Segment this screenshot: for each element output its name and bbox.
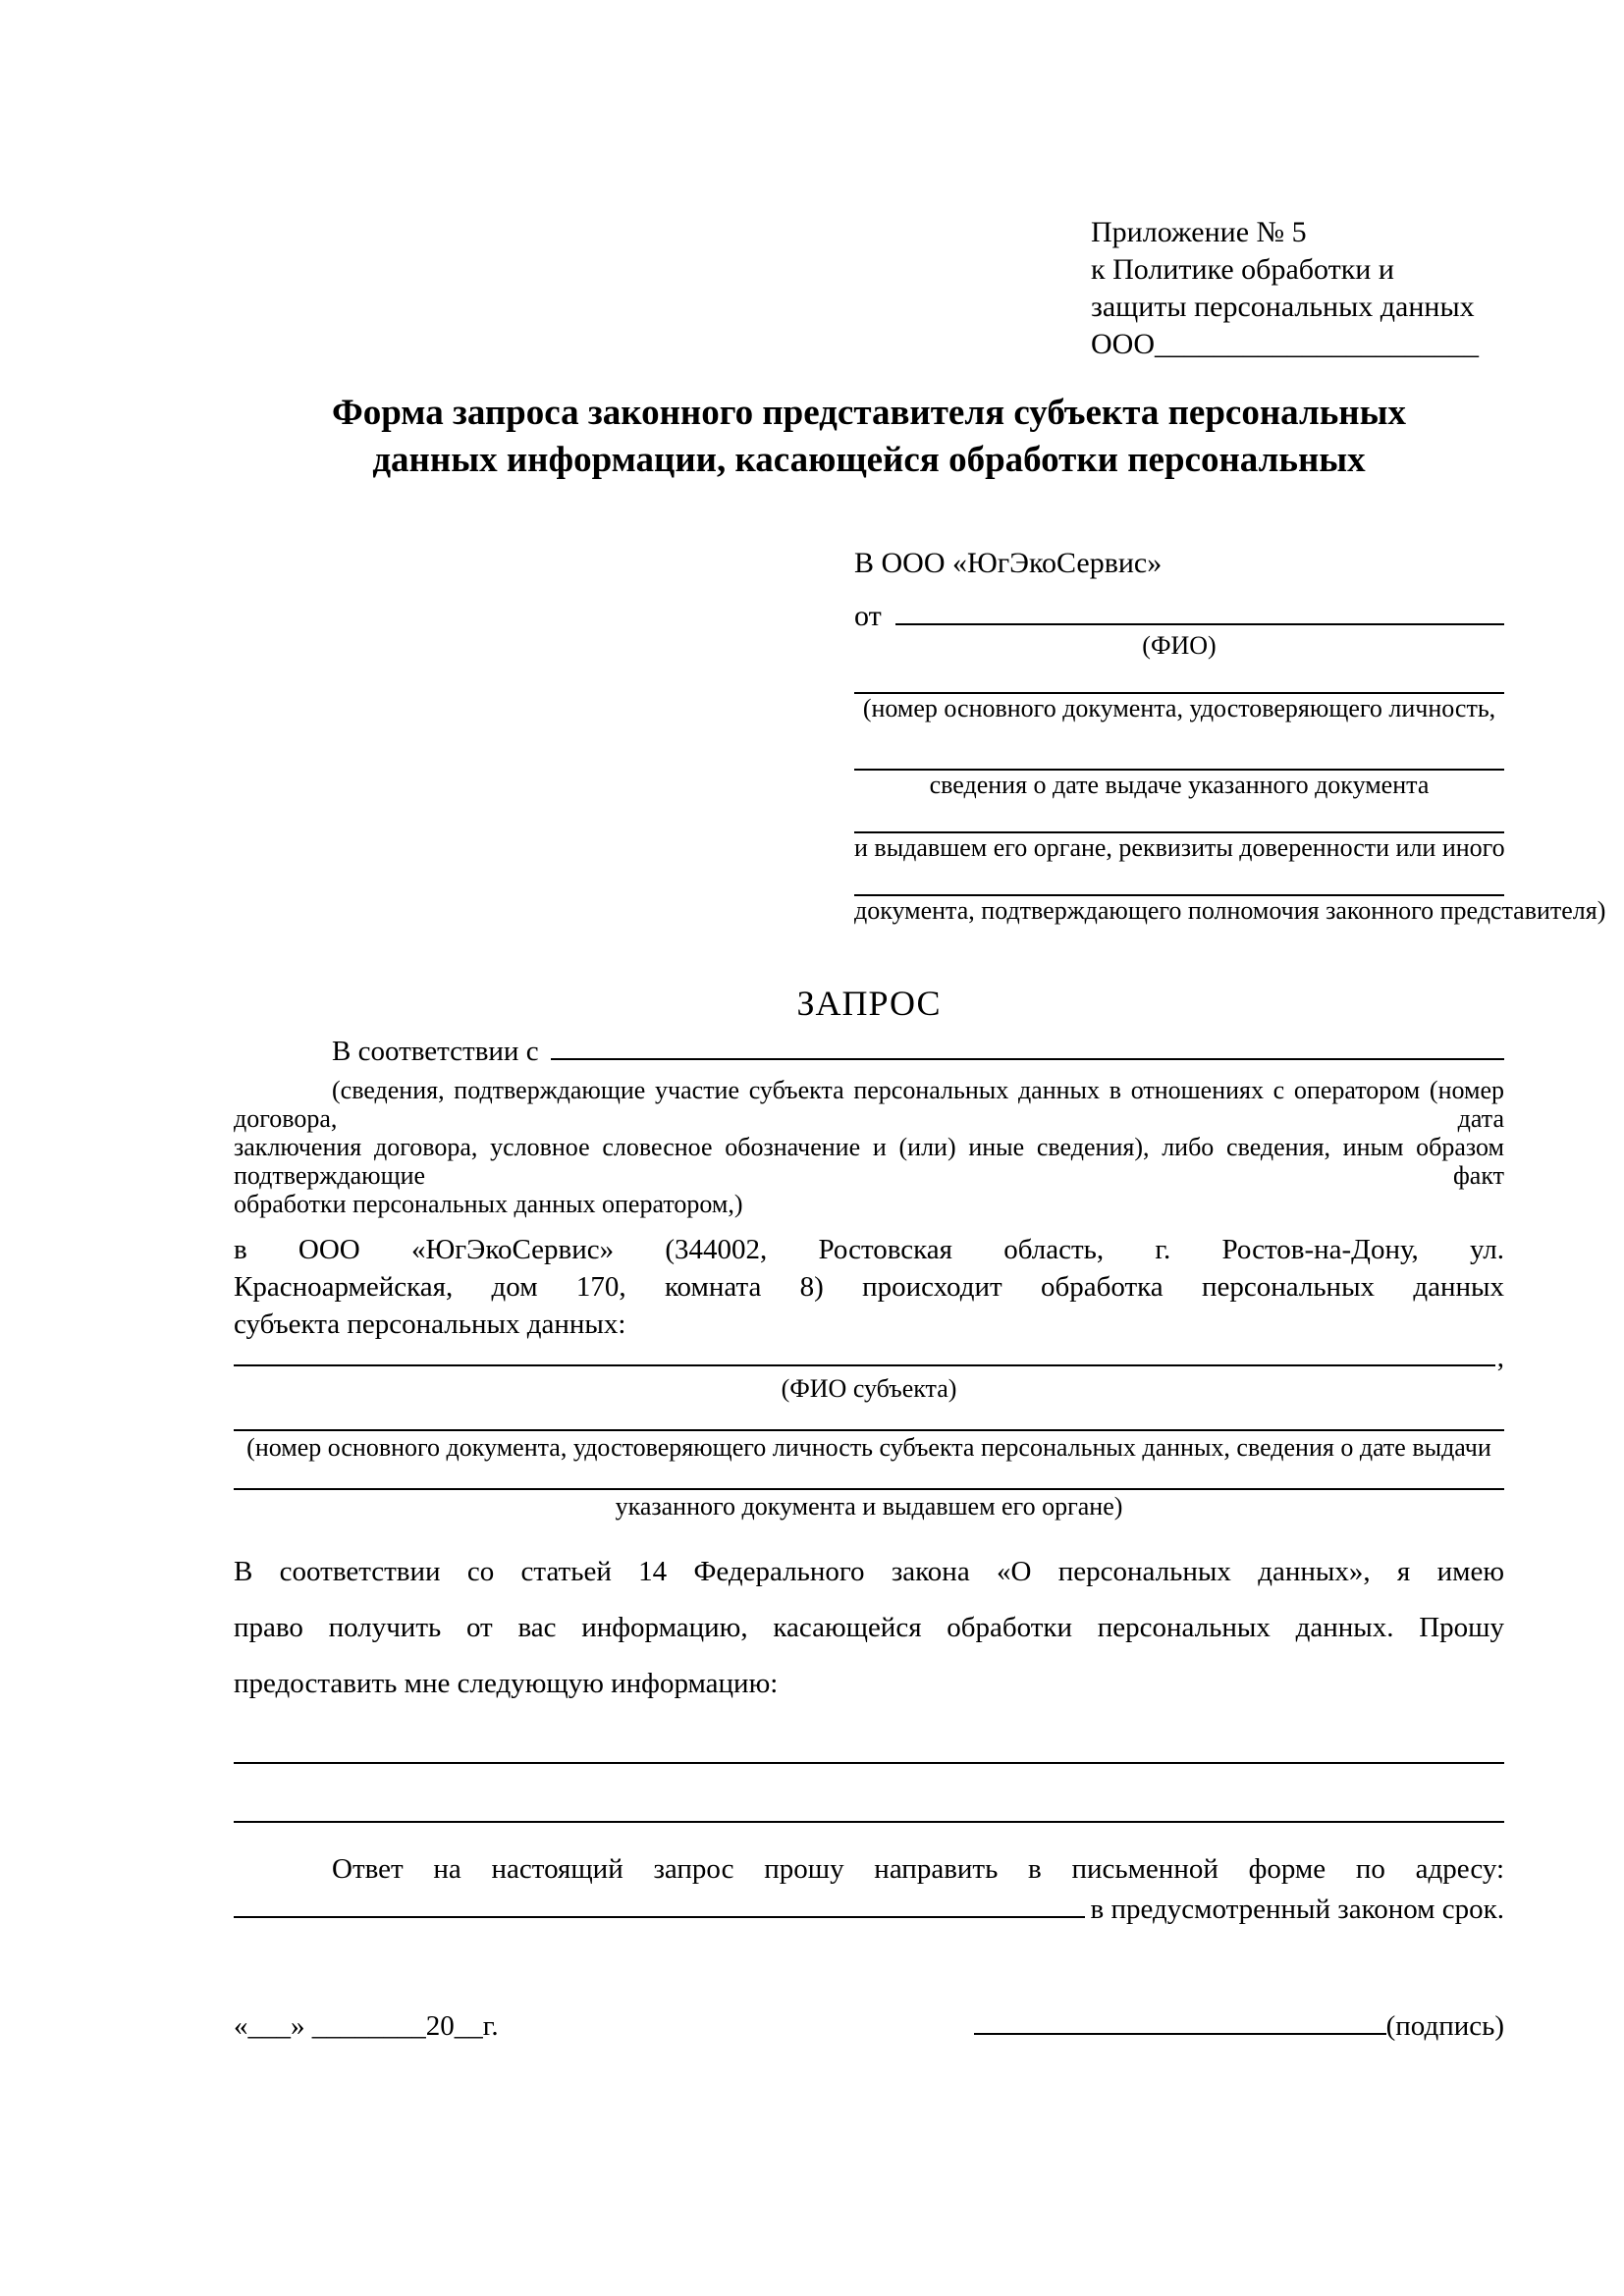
reply-suffix: в предусмотренный законом срок. [1090,1894,1504,1925]
fine-print-line-3: обработки персональных данных оператором,) [234,1190,743,1218]
doc-caption-2: сведения о дате выдаче указанного документа [929,771,1430,799]
signature-caption: (подпись) [1385,2010,1504,2042]
addressee-company: В ООО «ЮгЭкоСервис» [854,547,1163,579]
appendix-company-blank: ООО______________________ [1091,328,1479,360]
intro-row [234,1037,1504,1066]
subject-fio-comma: , [1496,1342,1504,1373]
appendix-line-3: защиты персональных данных [1091,291,1475,323]
doc-caption-3: и выдавшем его органе, реквизиты доверенности или иного [854,833,1505,862]
info-blank-line-1 [234,1762,1504,1764]
appendix-line-1: Приложение № 5 [1091,216,1307,248]
intro-fine-print [234,1076,1504,1218]
law-line-1: В соответствии со статьей 14 Федерального закона «О персональных данных», я имею [234,1556,1504,1587]
subject-fio-blank-line [234,1343,1495,1366]
signature-blank-line [974,2011,1386,2035]
reply-paragraph: Ответ на настоящий запрос прошу направить в письменной форме по адресу: [332,1853,1504,1885]
operator-line-3: субъекта персональных данных: [234,1308,626,1340]
request-heading: ЗАПРОС [796,984,942,1023]
date-blank: «___» ________20__г. [234,2010,499,2042]
law-paragraph [234,1544,1504,1712]
from-label: от [854,600,882,632]
subject-doc-blank-line-1 [234,1429,1504,1431]
intro-blank-line [551,1037,1504,1060]
law-line-3: предоставить мне следующую информацию: [234,1668,779,1699]
operator-line-2: Красноармейская, дом 170, комната 8) происходит обработка персональных данных [234,1271,1504,1303]
footer-row [234,2009,1504,2043]
form-title-line-2: данных информации, касающейся обработки персональных [372,440,1366,480]
subject-fio-row [234,1343,1504,1372]
form-title [234,390,1504,484]
intro-prefix: В соответствии с [332,1036,539,1067]
info-blank-line-2 [234,1821,1504,1823]
form-title-line-1: Форма запроса законного представителя субъекта персональных [331,393,1406,433]
reply-address-row [234,1895,1504,1924]
fio-caption: (ФИО) [1142,631,1217,660]
addressee-from-row [854,602,1504,631]
fine-print-line-2: заключения договора, условное словесное обозначение и (или) иные сведения), либо сведения, иным образом подтверждающие факт [234,1133,1504,1190]
operator-paragraph [234,1231,1504,1343]
subject-doc-caption-2: указанного документа и выдавшем его органе) [615,1492,1123,1521]
addressee-block [854,545,1606,926]
appendix-line-2: к Политике обработки и [1091,253,1394,286]
signature-area [974,2009,1504,2043]
fio-blank-line [895,602,1504,625]
subject-doc-blank-line-2 [234,1488,1504,1490]
reply-address-blank-line [234,1895,1085,1918]
operator-line-1: в ООО «ЮгЭкоСервис» (344002, Ростовская область, г. Ростов-на-Дону, ул. [234,1234,1504,1265]
appendix-block [1091,214,1504,363]
subject-fio-caption: (ФИО субъекта) [781,1374,957,1403]
subject-doc-caption-1: (номер основного документа, удостоверяющего личность субъекта персональных данных, сведения о дате выдачи [246,1433,1491,1462]
doc-caption-4: документа, подтверждающего полномочия законного представителя) [854,896,1606,925]
law-line-2: право получить от вас информацию, касающейся обработки персональных данных. Прошу [234,1612,1504,1643]
fine-print-line-1: (сведения, подтверждающие участие субъекта персональных данных в отношениях с оператором (номер договора, дата [234,1076,1504,1133]
doc-caption-1: (номер основного документа, удостоверяющего личность, [862,694,1496,722]
